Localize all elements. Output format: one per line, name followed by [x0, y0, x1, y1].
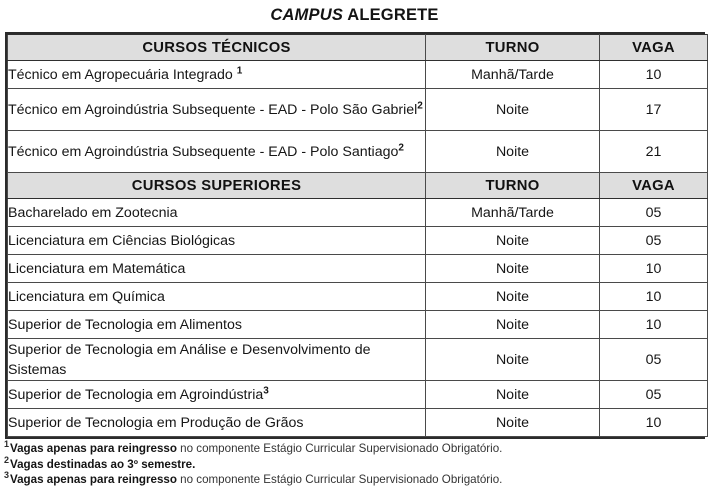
cell-vaga: 17: [600, 89, 708, 131]
table-row: [8, 283, 708, 311]
footnote-normal-text: no componente Estágio Curricular Supervisionado Obrigatório.: [176, 442, 503, 455]
table-row: [8, 339, 708, 381]
cell-vaga: 10: [600, 61, 708, 89]
cell-curso: Superior de Tecnologia em Alimentos: [8, 311, 426, 339]
cell-curso: Técnico em Agroindústria Subsequente - EAD - Polo São Gabriel$^2$: [8, 89, 426, 131]
footnote-bold-text: Vagas destinadas ao 3º semestre.: [10, 457, 196, 471]
vagas-table-body: [8, 35, 708, 437]
section-header-row-superiores: [8, 173, 708, 199]
cell-turno: Manhã/Tarde: [426, 61, 600, 89]
footnotes-block: [4, 441, 709, 488]
section-header-turno-tecnicos: TURNO: [426, 35, 600, 61]
table-row: [8, 199, 708, 227]
cell-turno: Noite: [426, 409, 600, 437]
table-row: [8, 255, 708, 283]
cell-vaga: 05: [600, 199, 708, 227]
footnote-marker: 2: [4, 454, 10, 465]
footnote-marker: 2: [417, 99, 423, 111]
footnote-marker: 1: [236, 64, 243, 76]
cell-turno: Noite: [426, 255, 600, 283]
cell-curso: Licenciatura em Ciências Biológicas: [8, 227, 426, 255]
section-header-row-tecnicos: [8, 35, 708, 61]
footnote-bold-text: Vagas apenas para reingresso: [10, 442, 177, 455]
cell-curso: Bacharelado em Zootecnia: [8, 199, 426, 227]
cell-curso: Superior de Tecnologia em Agroindústria$^3$: [8, 381, 426, 409]
page-title-rest: ALEGRETE: [343, 6, 439, 24]
cell-vaga: 10: [600, 311, 708, 339]
footnote-bold-text: Vagas apenas para reingresso: [10, 473, 177, 487]
cell-vaga: 10: [600, 255, 708, 283]
section-header-vaga-tecnicos: VAGA: [600, 35, 708, 61]
footnote-marker: 3: [4, 470, 10, 481]
table-row: [8, 89, 708, 131]
footnote-line: [4, 454, 709, 473]
table-row: [8, 381, 708, 409]
vagas-table: [7, 34, 708, 437]
footnote-line: [4, 472, 709, 488]
cell-turno: Noite: [426, 381, 600, 409]
cell-curso: Superior de Tecnologia em Produção de Grãos: [8, 409, 426, 437]
cell-turno: Noite: [426, 227, 600, 255]
footnote-marker: 2: [398, 141, 404, 153]
footnote-marker: 3: [263, 384, 269, 396]
table-row: [8, 311, 708, 339]
table-row: [8, 227, 708, 255]
page-title-emphasis: CAMPUS: [270, 6, 344, 24]
page-title: [0, 0, 709, 32]
table-row: [8, 61, 708, 89]
cell-turno: Noite: [426, 89, 600, 131]
table-row: [8, 409, 708, 437]
cell-vaga: 10: [600, 409, 708, 437]
cell-vaga: 21: [600, 131, 708, 173]
section-header-turno-superiores: TURNO: [426, 173, 600, 199]
cell-vaga: 05: [600, 227, 708, 255]
page-title-text: [0, 5, 709, 25]
section-header-vaga-superiores: VAGA: [600, 173, 708, 199]
cell-curso: Técnico em Agropecuária Integrado $^1$: [8, 61, 426, 89]
cell-curso: Técnico em Agroindústria Subsequente - EAD - Polo Santiago$^2$: [8, 131, 426, 173]
cell-curso: Licenciatura em Química: [8, 283, 426, 311]
cell-turno: Noite: [426, 311, 600, 339]
vagas-table-container: [5, 32, 705, 439]
table-row: [8, 131, 708, 173]
footnote-line: [4, 441, 709, 457]
footnote-normal-text: no componente Estágio Curricular Supervisionado Obrigatório.: [176, 473, 503, 487]
cell-curso: Licenciatura em Matemática: [8, 255, 426, 283]
cell-turno: Noite: [426, 131, 600, 173]
cell-turno: Manhã/Tarde: [426, 199, 600, 227]
cell-turno: Noite: [426, 339, 600, 381]
cell-vaga: 10: [600, 283, 708, 311]
cell-vaga: 05: [600, 381, 708, 409]
cell-curso: Superior de Tecnologia em Análise e Desenvolvimento de Sistemas: [8, 339, 426, 381]
section-header-curso-tecnicos: CURSOS TÉCNICOS: [8, 35, 426, 61]
cell-vaga: 05: [600, 339, 708, 381]
footnote-marker: 1: [4, 439, 10, 450]
cell-turno: Noite: [426, 283, 600, 311]
section-header-curso-superiores: CURSOS SUPERIORES: [8, 173, 426, 199]
